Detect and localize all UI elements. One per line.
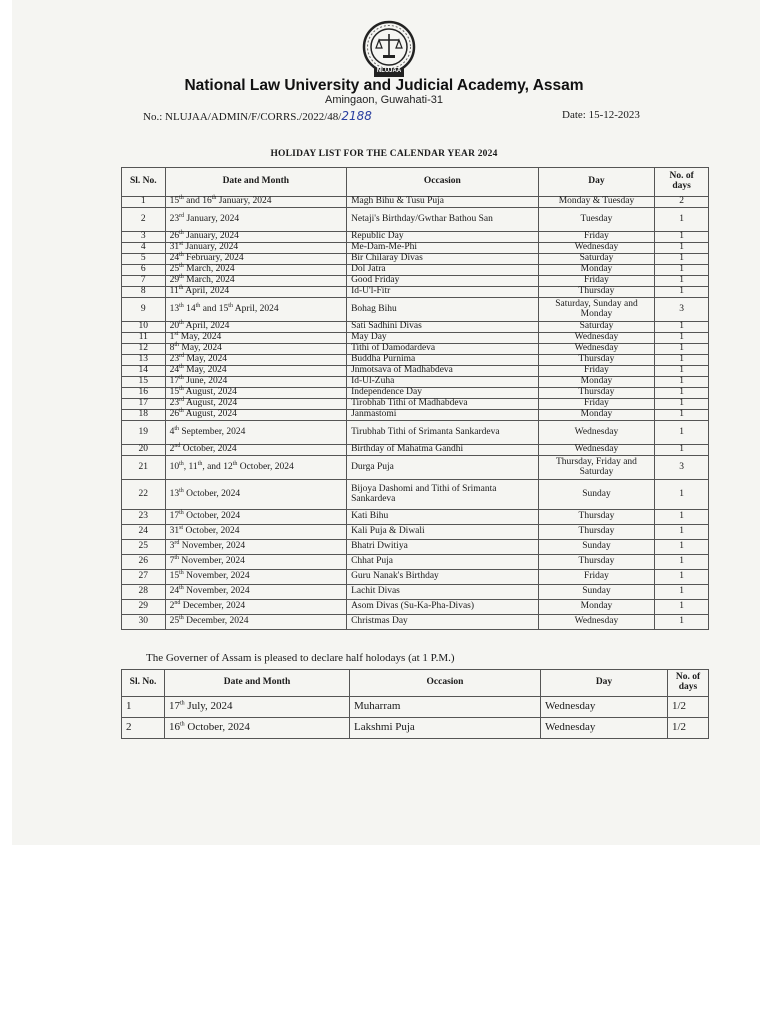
table-row [122, 276, 709, 287]
cell-date: 2nd December, 2024 [165, 600, 346, 615]
table-row [122, 322, 709, 333]
cell-day: Wednesday [538, 344, 655, 355]
cell-date: 31st January, 2024 [165, 243, 346, 254]
reference-prefix: No.: NLUJAA/ADMIN/F/CORRS./2022/48/ [143, 111, 342, 123]
cell-date: 10th, 11th, and 12th October, 2024 [165, 456, 346, 480]
cell-date: 15th and 16th January, 2024 [165, 197, 346, 208]
cell-occasion: Tithi of Damodardeva [347, 344, 539, 355]
cell-day: Thursday [538, 510, 655, 525]
cell-day: Monday [538, 600, 655, 615]
table-row [122, 615, 709, 630]
cell-day: Saturday [538, 254, 655, 265]
cell-occasion: Christmas Day [347, 615, 539, 630]
header-date: Date and Month [165, 168, 346, 197]
table-row [122, 600, 709, 615]
cell-occasion: Muharram [350, 697, 541, 718]
cell-occasion: Bohag Bihu [347, 298, 539, 322]
cell-day: Friday [538, 366, 655, 377]
cell-no-of-days: 3 [655, 456, 709, 480]
cell-date: 8th May, 2024 [165, 344, 346, 355]
cell-no-of-days: 1/2 [668, 718, 709, 739]
cell-sl-no: 1 [122, 697, 165, 718]
cell-date: 17th October, 2024 [165, 510, 346, 525]
cell-no-of-days: 1 [655, 555, 709, 570]
holiday-list-title: HOLIDAY LIST FOR THE CALENDAR YEAR 2024 [270, 149, 498, 159]
cell-no-of-days: 3 [655, 298, 709, 322]
cell-date: 23rd May, 2024 [165, 355, 346, 366]
cell-no-of-days: 1 [655, 265, 709, 276]
cell-day: Monday & Tuesday [538, 197, 655, 208]
cell-day: Thursday [538, 388, 655, 399]
cell-date: 25th December, 2024 [165, 615, 346, 630]
cell-occasion: Me-Dam-Me-Phi [347, 243, 539, 254]
cell-day: Friday [538, 570, 655, 585]
cell-no-of-days: 1 [655, 322, 709, 333]
cell-no-of-days: 1 [655, 232, 709, 243]
cell-sl-no: 27 [122, 570, 166, 585]
cell-sl-no: 18 [122, 410, 166, 421]
cell-occasion: Bijoya Dashomi and Tithi of Srimanta Sankardeva [347, 480, 539, 510]
cell-sl-no: 6 [122, 265, 166, 276]
table-row [122, 540, 709, 555]
table-row [122, 197, 709, 208]
cell-day: Thursday [538, 555, 655, 570]
cell-no-of-days: 1 [655, 287, 709, 298]
cell-date: 2nd October, 2024 [165, 445, 346, 456]
cell-sl-no: 16 [122, 388, 166, 399]
table-row [122, 208, 709, 232]
cell-occasion: Lachit Divas [347, 585, 539, 600]
cell-date: 13th October, 2024 [165, 480, 346, 510]
table-row [122, 410, 709, 421]
cell-occasion: Republic Day [347, 232, 539, 243]
cell-occasion: Netaji's Birthday/Gwthar Bathou San [347, 208, 539, 232]
reference-number [143, 109, 372, 123]
cell-no-of-days: 1 [655, 355, 709, 366]
cell-day: Wednesday [538, 421, 655, 445]
cell-sl-no: 1 [122, 197, 166, 208]
cell-date: 7th November, 2024 [165, 555, 346, 570]
cell-date: 3rd November, 2024 [165, 540, 346, 555]
cell-sl-no: 8 [122, 287, 166, 298]
cell-occasion: Asom Divas (Su-Ka-Pha-Divas) [347, 600, 539, 615]
cell-day: Wednesday [541, 718, 668, 739]
cell-date: 15th August, 2024 [165, 388, 346, 399]
cell-sl-no: 9 [122, 298, 166, 322]
cell-occasion: Birthday of Mahatma Gandhi [347, 445, 539, 456]
cell-sl-no: 28 [122, 585, 166, 600]
cell-day: Thursday [538, 355, 655, 366]
cell-no-of-days: 1 [655, 276, 709, 287]
cell-day: Friday [538, 232, 655, 243]
cell-date: 29th March, 2024 [165, 276, 346, 287]
cell-occasion: Bhatri Dwitiya [347, 540, 539, 555]
cell-date: 26th January, 2024 [165, 232, 346, 243]
cell-day: Friday [538, 399, 655, 410]
half-holiday-table [121, 669, 709, 739]
half-holiday-table-header [122, 670, 709, 697]
cell-no-of-days: 1 [655, 243, 709, 254]
cell-occasion: Kati Bihu [347, 510, 539, 525]
header-date: Date and Month [165, 670, 350, 697]
cell-sl-no: 30 [122, 615, 166, 630]
cell-sl-no: 15 [122, 377, 166, 388]
university-address: Amingaon, Guwahati-31 [324, 94, 443, 106]
cell-occasion: Independence Day [347, 388, 539, 399]
cell-no-of-days: 1 [655, 410, 709, 421]
table-row [122, 456, 709, 480]
header-occasion: Occasion [347, 168, 539, 197]
cell-date: 20th April, 2024 [165, 322, 346, 333]
cell-no-of-days: 1 [655, 333, 709, 344]
cell-date: 24th November, 2024 [165, 585, 346, 600]
cell-date: 17th June, 2024 [165, 377, 346, 388]
table-row [122, 298, 709, 322]
cell-date: 11th April, 2024 [165, 287, 346, 298]
cell-occasion: Sati Sadhini Divas [347, 322, 539, 333]
cell-no-of-days: 1 [655, 445, 709, 456]
cell-occasion: Durga Puja [347, 456, 539, 480]
cell-day: Tuesday [538, 208, 655, 232]
cell-no-of-days: 2 [655, 197, 709, 208]
cell-no-of-days: 1 [655, 388, 709, 399]
table-row [122, 333, 709, 344]
holiday-table-body [122, 197, 709, 630]
cell-sl-no: 2 [122, 718, 165, 739]
cell-date: 23rd January, 2024 [165, 208, 346, 232]
table-row [122, 585, 709, 600]
cell-day: Friday [538, 276, 655, 287]
cell-occasion: Id-U'l-Fitr [347, 287, 539, 298]
cell-day: Thursday, Friday and Saturday [538, 456, 655, 480]
cell-day: Sunday [538, 480, 655, 510]
holiday-table [121, 167, 709, 630]
cell-sl-no: 20 [122, 445, 166, 456]
cell-occasion: Bir Chilaray Divas [347, 254, 539, 265]
cell-occasion: Buddha Purnima [347, 355, 539, 366]
cell-occasion: Magh Bihu & Tusu Puja [347, 197, 539, 208]
cell-sl-no: 2 [122, 208, 166, 232]
cell-no-of-days: 1 [655, 525, 709, 540]
half-holiday-table-body [122, 697, 709, 739]
table-row [122, 355, 709, 366]
cell-day: Wednesday [538, 615, 655, 630]
logo-text: NLUJAA [376, 68, 402, 74]
cell-sl-no: 22 [122, 480, 166, 510]
cell-sl-no: 13 [122, 355, 166, 366]
cell-date: 15th November, 2024 [165, 570, 346, 585]
cell-occasion: May Day [347, 333, 539, 344]
university-name: National Law University and Judicial Academy, Assam [184, 77, 584, 94]
table-row [122, 344, 709, 355]
cell-no-of-days: 1 [655, 570, 709, 585]
half-holiday-note: The Governer of Assam is pleased to declare half holodays (at 1 P.M.) [146, 652, 455, 664]
table-row [122, 697, 709, 718]
cell-no-of-days: 1 [655, 366, 709, 377]
cell-sl-no: 5 [122, 254, 166, 265]
cell-no-of-days: 1 [655, 585, 709, 600]
cell-day: Sunday [538, 585, 655, 600]
table-row [122, 287, 709, 298]
cell-date: 13th 14th and 15th April, 2024 [165, 298, 346, 322]
header-day: Day [541, 670, 668, 697]
cell-sl-no: 7 [122, 276, 166, 287]
table-row [122, 388, 709, 399]
table-row [122, 232, 709, 243]
cell-date: 26th August, 2024 [165, 410, 346, 421]
cell-day: Monday [538, 377, 655, 388]
cell-day: Saturday [538, 322, 655, 333]
cell-sl-no: 3 [122, 232, 166, 243]
table-row [122, 265, 709, 276]
cell-no-of-days: 1 [655, 600, 709, 615]
cell-occasion: Tirubhab Tithi of Srimanta Sankardeva [347, 421, 539, 445]
cell-no-of-days: 1 [655, 399, 709, 410]
cell-occasion: Jnmotsava of Madhabdeva [347, 366, 539, 377]
reference-handwritten-number: 2188 [341, 109, 372, 123]
cell-no-of-days: 1 [655, 208, 709, 232]
cell-occasion: Lakshmi Puja [350, 718, 541, 739]
cell-sl-no: 14 [122, 366, 166, 377]
cell-no-of-days: 1 [655, 377, 709, 388]
cell-no-of-days: 1/2 [668, 697, 709, 718]
cell-date: 16th October, 2024 [165, 718, 350, 739]
cell-day: Saturday, Sunday and Monday [538, 298, 655, 322]
cell-sl-no: 26 [122, 555, 166, 570]
table-row [122, 480, 709, 510]
table-row [122, 510, 709, 525]
cell-occasion: Tirobhab Tithi of Madhabdeva [347, 399, 539, 410]
cell-no-of-days: 1 [655, 344, 709, 355]
document-date: Date: 15-12-2023 [562, 109, 640, 121]
cell-date: 4th September, 2024 [165, 421, 346, 445]
cell-sl-no: 29 [122, 600, 166, 615]
cell-occasion: Kali Puja & Diwali [347, 525, 539, 540]
header-no-of-days: No. of days [655, 168, 709, 197]
cell-sl-no: 24 [122, 525, 166, 540]
table-row [122, 254, 709, 265]
cell-date: 24th May, 2024 [165, 366, 346, 377]
holiday-table-header [122, 168, 709, 197]
cell-sl-no: 11 [122, 333, 166, 344]
cell-date: 23rd August, 2024 [165, 399, 346, 410]
cell-no-of-days: 1 [655, 421, 709, 445]
cell-day: Monday [538, 265, 655, 276]
cell-occasion: Dol Jatra [347, 265, 539, 276]
table-row [122, 525, 709, 540]
cell-day: Wednesday [541, 697, 668, 718]
cell-day: Wednesday [538, 333, 655, 344]
cell-day: Wednesday [538, 445, 655, 456]
header-occasion: Occasion [350, 670, 541, 697]
cell-sl-no: 23 [122, 510, 166, 525]
table-row [122, 555, 709, 570]
cell-occasion: Guru Nanak's Birthday [347, 570, 539, 585]
cell-day: Monday [538, 410, 655, 421]
cell-day: Thursday [538, 287, 655, 298]
cell-date: 24th February, 2024 [165, 254, 346, 265]
table-row [122, 445, 709, 456]
cell-no-of-days: 1 [655, 254, 709, 265]
cell-occasion: Good Friday [347, 276, 539, 287]
cell-no-of-days: 1 [655, 510, 709, 525]
header-no-of-days: No. of days [668, 670, 709, 697]
cell-date: 25th March, 2024 [165, 265, 346, 276]
cell-no-of-days: 1 [655, 615, 709, 630]
cell-sl-no: 12 [122, 344, 166, 355]
table-row [122, 243, 709, 254]
cell-date: 17th July, 2024 [165, 697, 350, 718]
cell-day: Thursday [538, 525, 655, 540]
cell-sl-no: 4 [122, 243, 166, 254]
header-sl-no: Sl. No. [122, 670, 165, 697]
cell-day: Sunday [538, 540, 655, 555]
cell-no-of-days: 1 [655, 540, 709, 555]
header-day: Day [538, 168, 655, 197]
header-sl-no: Sl. No. [122, 168, 166, 197]
table-row [122, 718, 709, 739]
cell-day: Wednesday [538, 243, 655, 254]
cell-occasion: Id-Ul-Zuha [347, 377, 539, 388]
cell-sl-no: 25 [122, 540, 166, 555]
cell-occasion: Chhat Puja [347, 555, 539, 570]
cell-sl-no: 21 [122, 456, 166, 480]
cell-sl-no: 19 [122, 421, 166, 445]
table-row [122, 377, 709, 388]
cell-date: 31st October, 2024 [165, 525, 346, 540]
cell-date: 1st May, 2024 [165, 333, 346, 344]
cell-sl-no: 17 [122, 399, 166, 410]
cell-sl-no: 10 [122, 322, 166, 333]
table-row [122, 366, 709, 377]
table-row [122, 399, 709, 410]
cell-no-of-days: 1 [655, 480, 709, 510]
table-row [122, 570, 709, 585]
cell-occasion: Janmastomi [347, 410, 539, 421]
table-row [122, 421, 709, 445]
